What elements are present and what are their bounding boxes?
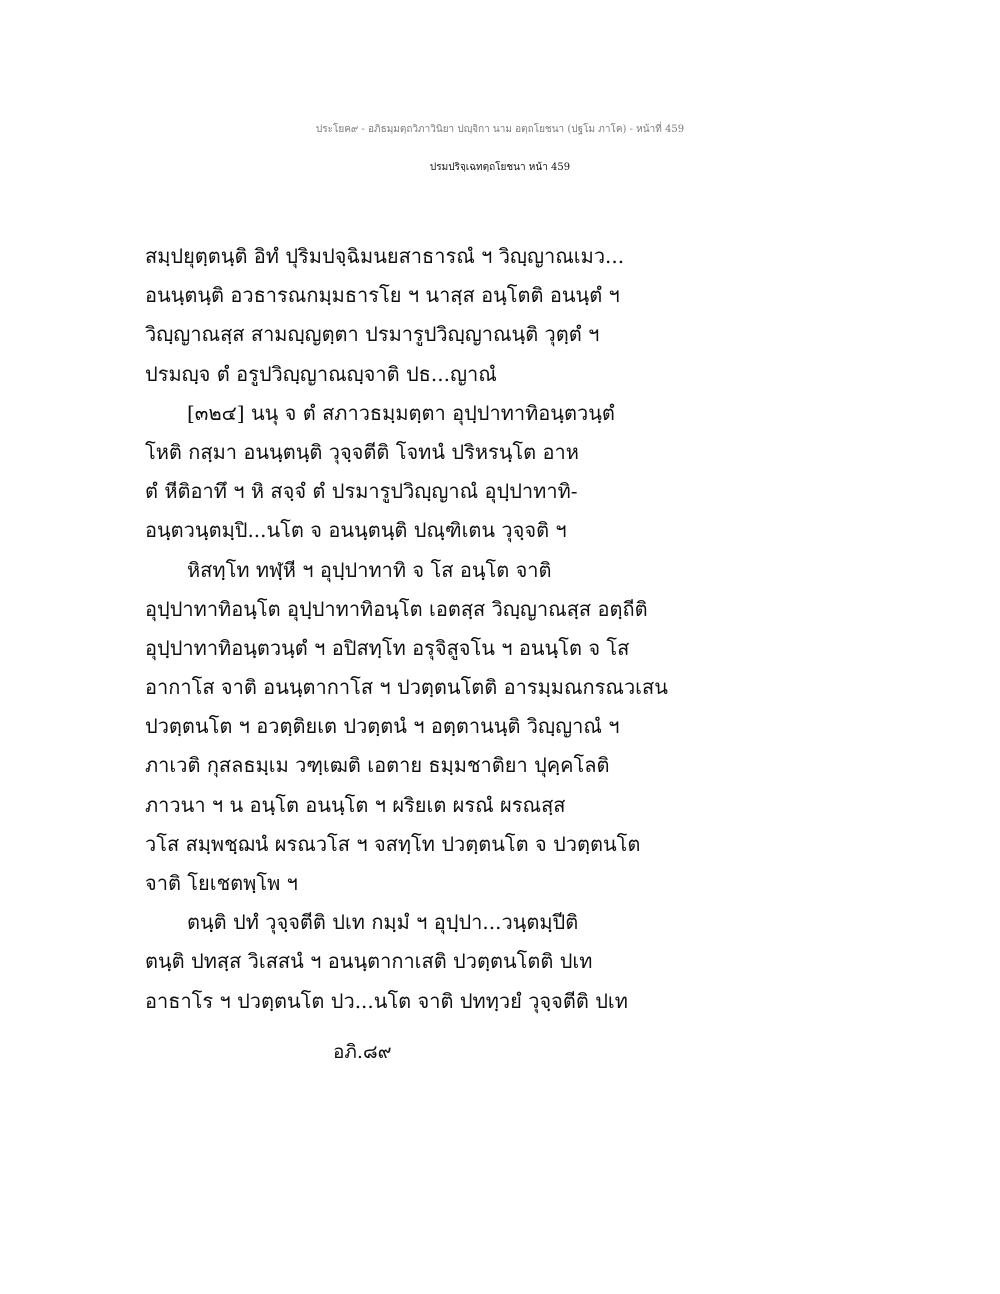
text-line: จาติ โยเชตพฺโพ ฯ: [145, 871, 298, 895]
text-line: โหติ กสฺมา อนนฺตนฺติ วุจฺจตีติ โจทนํ ปริหรนฺโต อาห: [145, 439, 579, 464]
text-line: ปรมญฺจ ตํ อรูปวิญฺญาณญฺจาติ ปธ...ญาณํ: [145, 361, 497, 386]
body-text: [145, 237, 705, 1021]
paragraph-start-line: [๓๒๔] นนุ จ ตํ สภาวธมฺมตฺตา อุปฺปาทาทิอนฺตวนฺตํ: [187, 400, 615, 425]
text-line: อากาโส จาติ อนนฺตากาโส ฯ ปวตฺตนโตติ อารมฺมณกรณวเสน: [145, 675, 668, 700]
paragraph-start-line: ตนฺติ ปทํ วุจฺจตีติ ปเท กมฺมํ ฯ อุปฺปา...วนฺตมฺปีติ: [187, 910, 579, 935]
text-line: อาธาโร ฯ ปวตฺตนโต ปว...นโต จาติ ปททฺวยํ วุจฺจตีติ ปเท: [145, 988, 628, 1013]
paragraph-start-line: หิสทฺโท ทฬฺหี ฯ อุปฺปาทาทิ จ โส อนฺโต จาติ: [187, 557, 552, 582]
text-line: ตนฺติ ปทสฺส วิเสสนํ ฯ อนนฺตากาเสติ ปวตฺตนโตติ ปเท: [145, 949, 593, 974]
text-line: วิญฺญาณสฺส สามญฺญตฺตา ปรมารูปวิญฺญาณนฺติ วุตฺตํ ฯ: [145, 322, 600, 347]
text-line: อุปฺปาทาทิอนฺโต อุปฺปาทาทิอนฺโต เอตสฺส วิญฺญาณสฺส อตฺถีติ: [145, 596, 648, 621]
text-line: ตํ หีติอาทึ ฯ หิ สจฺจํ ตํ ปรมารูปวิญฺญาณํ อุปฺปาทาทิ-: [145, 479, 578, 504]
text-line: ภาวนา ฯ น อนฺโต อนนฺโต ฯ ผริยเต ผรณํ ผรณสฺส: [145, 792, 566, 817]
text-line: ปวตฺตนโต ฯ อวตฺติยเต ปวตฺตนํ ฯ อตฺตานนฺติ วิญฺญาณํ ฯ: [145, 714, 620, 739]
text-line: วโส สมฺพชฺฌนํ ผรณวโส ฯ จสทฺโท ปวตฺตนโต จ ปวตฺตนโต: [145, 831, 641, 856]
text-line: อุปฺปาทาทิอนฺตวนฺตํ ฯ อปิสทฺโท อรุจิสูจโน ฯ อนนฺโต จ โส: [145, 635, 630, 660]
footer-page-mark: อภิ.๘๙: [333, 1041, 392, 1063]
text-line: อนนฺตนฺติ อวธารณกมฺมธารโย ฯ นาสฺส อนฺโตติ อนนฺตํ ฯ: [145, 283, 620, 308]
text-line: ภาเวติ กุสลธมฺเม วฑฺเฒติ เอตาย ธมฺมชาติยา ปุคฺคโลติ: [145, 753, 610, 778]
text-line: อนฺตวนฺตมฺปิ...นโต จ อนนฺตนฺติ ปณฺฑิเตน วุจฺจติ ฯ: [145, 518, 567, 543]
running-header: ประโยค๙ - อภิธมฺมตฺถวิภาวินิยา ปญฺจิกา นาม อตฺถโยชนา (ปฐโม ภาโค) - หน้าที่ 459: [315, 124, 685, 135]
text-line: สมฺปยุตฺตนฺติ อิทํ ปุริมปจฺฉิมนยสาธารณํ ฯ วิญฺญาณเมว...: [145, 244, 625, 268]
page-heading: ปรมปริจฺเฉทตฺถโยชนา หน้า 459: [429, 162, 571, 173]
